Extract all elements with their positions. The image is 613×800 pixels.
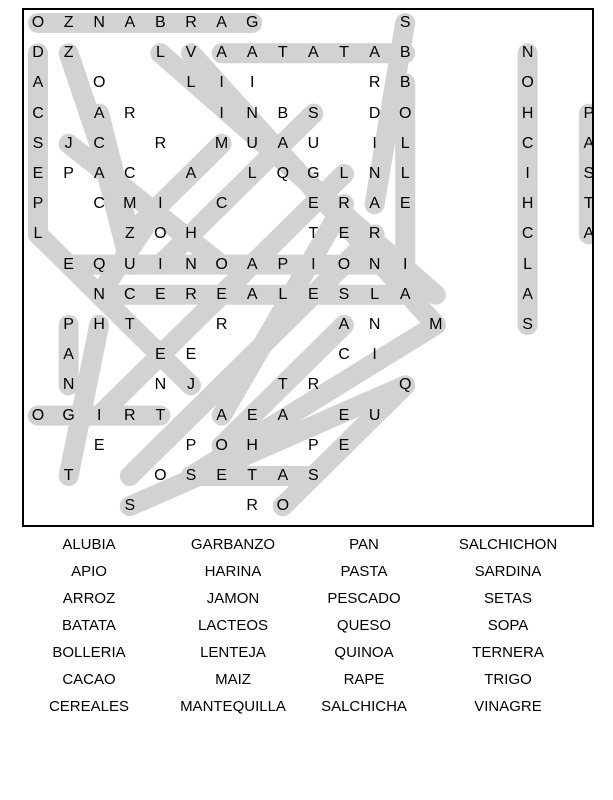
grid-letter[interactable]: H — [521, 104, 534, 122]
word-list-item: BOLLERIA — [52, 644, 126, 661]
grid-letter[interactable]: T — [247, 467, 258, 484]
word-list-item: TRIGO — [484, 671, 532, 688]
grid-letter[interactable]: C — [124, 285, 136, 303]
word-list-item: PAN — [349, 536, 379, 553]
grid-letter[interactable]: T — [63, 467, 74, 484]
grid-letter[interactable]: L — [278, 285, 288, 303]
grid-letter[interactable]: O — [521, 74, 534, 92]
word-list-item: VINAGRE — [474, 698, 542, 715]
grid-letter[interactable]: E — [32, 165, 44, 182]
grid-letter[interactable]: P — [185, 436, 197, 454]
grid-letter[interactable]: L — [33, 225, 43, 243]
grid-letter[interactable]: A — [185, 165, 197, 182]
grid-letter[interactable]: C — [338, 346, 350, 364]
grid-letter[interactable]: O — [215, 255, 228, 273]
word-list-item: SALCHICHA — [321, 698, 407, 715]
grid-letter[interactable]: Z — [63, 44, 74, 62]
grid-letter[interactable]: E — [308, 195, 319, 213]
grid-letter[interactable]: A — [246, 44, 258, 62]
grid-letter[interactable]: M — [429, 316, 443, 333]
grid-letter[interactable]: A — [93, 165, 105, 182]
word-list-item: MANTEQUILLA — [180, 698, 286, 715]
grid-letter[interactable]: E — [216, 285, 227, 303]
word-list-item: QUESO — [336, 617, 392, 634]
grid-letter[interactable]: I — [96, 406, 102, 424]
grid-letter[interactable]: S — [124, 497, 136, 515]
grid-letter[interactable]: C — [215, 195, 228, 213]
grid-letter[interactable]: L — [339, 165, 349, 182]
word-list-item: LACTEOS — [197, 617, 269, 634]
grid-letter[interactable]: R — [368, 225, 381, 243]
grid-letter[interactable]: Q — [276, 165, 290, 182]
grid-letter[interactable]: T — [277, 44, 288, 62]
grid-letter[interactable]: N — [246, 104, 258, 122]
grid-letter[interactable]: E — [93, 436, 105, 454]
word-list-item: HARINA — [204, 563, 262, 580]
word-list-item: SOPA — [487, 617, 529, 634]
grid-letter[interactable]: R — [124, 104, 136, 122]
grid-letter[interactable]: A — [277, 134, 289, 152]
grid-letter[interactable]: T — [277, 376, 288, 394]
grid-letter[interactable]: U — [124, 255, 136, 273]
grid-letter[interactable]: J — [187, 376, 195, 394]
grid-letter[interactable]: H — [93, 316, 105, 333]
grid-letter[interactable]: S — [338, 285, 350, 303]
grid-letter[interactable]: R — [185, 285, 197, 303]
grid-letter[interactable]: O — [154, 225, 167, 243]
grid-letter[interactable]: A — [93, 104, 105, 122]
grid-letter[interactable]: O — [31, 406, 45, 424]
word-list-item: QUINOA — [334, 644, 394, 661]
grid-letter[interactable]: A — [216, 406, 227, 424]
grid-letter[interactable]: I — [249, 74, 255, 92]
grid-letter[interactable]: B — [277, 104, 289, 122]
word-list-item: RAPE — [343, 671, 385, 688]
grid-letter[interactable]: R — [124, 406, 136, 424]
grid-letter[interactable]: E — [338, 225, 350, 243]
grid-letter[interactable]: E — [338, 406, 350, 424]
grid-letter[interactable]: H — [521, 195, 534, 213]
grid-letter[interactable]: I — [372, 346, 377, 364]
grid-letter[interactable]: R — [154, 134, 167, 152]
grid-letter[interactable]: E — [63, 255, 74, 273]
grid-letter[interactable]: O — [154, 467, 167, 484]
grid-letter[interactable]: N — [368, 165, 381, 182]
grid-letter[interactable]: N — [185, 255, 197, 273]
grid-letter[interactable]: T — [583, 195, 594, 213]
grid-letter[interactable]: P — [32, 195, 44, 213]
grid-letter[interactable]: I — [158, 195, 163, 213]
grid-letter[interactable]: P — [277, 255, 289, 273]
grid-letter[interactable]: C — [521, 225, 534, 243]
grid-letter[interactable]: E — [246, 406, 258, 424]
grid-letter[interactable]: A — [32, 74, 44, 92]
grid-letter[interactable]: A — [246, 255, 258, 273]
grid-letter[interactable]: A — [277, 406, 289, 424]
word-list-item: SARDINA — [474, 563, 542, 580]
grid-letter[interactable]: H — [246, 436, 258, 454]
grid-letter[interactable]: T — [155, 406, 166, 424]
grid-letter[interactable]: R — [185, 14, 197, 31]
grid-letter[interactable]: A — [246, 285, 258, 303]
grid-letter[interactable]: C — [93, 195, 105, 213]
word-list-item: MAIZ — [215, 671, 251, 688]
word-list-item: APIO — [71, 563, 107, 580]
grid-letter[interactable]: D — [368, 104, 381, 122]
word-list-item: ARROZ — [62, 590, 116, 607]
grid-letter[interactable]: A — [583, 134, 595, 152]
grid-letter[interactable]: M — [123, 195, 137, 213]
grid-letter[interactable]: A — [308, 44, 319, 62]
grid-letter[interactable]: B — [155, 14, 166, 31]
grid-letter[interactable]: N — [368, 316, 381, 333]
grid-letter[interactable]: L — [155, 44, 165, 62]
grid-letter[interactable]: L — [400, 134, 410, 152]
grid-letter[interactable]: E — [155, 285, 166, 303]
grid-letter[interactable]: A — [522, 285, 533, 303]
grid-letter[interactable]: B — [399, 74, 411, 92]
grid-letter[interactable]: U — [246, 134, 258, 152]
grid-letter[interactable]: C — [521, 134, 534, 152]
word-list-item: LENTEJA — [200, 644, 266, 661]
grid-letter[interactable]: O — [215, 436, 228, 454]
grid-letter[interactable]: I — [158, 255, 163, 273]
grid-letter[interactable]: Z — [63, 14, 74, 31]
grid-letter[interactable]: L — [247, 165, 257, 182]
grid-letter[interactable]: G — [62, 406, 75, 424]
grid-letter[interactable]: C — [32, 104, 44, 122]
word-list-item: BATATA — [62, 617, 116, 634]
grid-letter[interactable]: C — [93, 134, 105, 152]
grid-letter[interactable]: I — [219, 104, 224, 122]
grid-letter[interactable]: S — [522, 316, 533, 333]
grid-letter[interactable]: I — [311, 255, 316, 273]
word-list-item: CACAO — [62, 671, 116, 688]
grid-letter[interactable]: R — [246, 497, 258, 515]
grid-letter[interactable]: S — [308, 467, 319, 484]
grid-letter[interactable]: N — [62, 376, 75, 394]
grid-letter[interactable]: E — [155, 346, 166, 364]
grid-letter[interactable]: E — [185, 346, 197, 364]
grid-letter[interactable]: U — [368, 406, 381, 424]
grid-letter[interactable]: N — [368, 255, 381, 273]
grid-letter[interactable]: C — [124, 165, 136, 182]
grid-letter[interactable]: G — [307, 165, 320, 182]
grid-letter[interactable]: A — [583, 225, 595, 243]
word-list-item: SETAS — [483, 590, 533, 607]
grid-letter[interactable]: P — [583, 104, 595, 122]
grid-letter[interactable]: J — [64, 134, 73, 152]
grid-letter[interactable]: Q — [92, 255, 106, 273]
grid-letter[interactable]: O — [337, 255, 351, 273]
grid-letter[interactable]: T — [124, 316, 135, 333]
grid-letter[interactable]: A — [369, 195, 380, 213]
grid-letter[interactable]: P — [63, 165, 74, 182]
grid-letter[interactable]: P — [63, 316, 74, 333]
grid-letter[interactable]: Q — [398, 376, 412, 394]
grid-letter[interactable]: S — [185, 467, 197, 484]
grid-letter[interactable]: A — [124, 14, 136, 31]
word-list-item: TERNERA — [472, 644, 544, 661]
grid-letter[interactable]: I — [402, 255, 408, 273]
grid-letter[interactable]: S — [583, 165, 595, 182]
grid-letter[interactable]: N — [521, 44, 534, 62]
grid-letter[interactable]: E — [399, 195, 411, 213]
grid-letter[interactable]: S — [308, 104, 319, 122]
grid-letter[interactable]: A — [399, 285, 411, 303]
grid-letter[interactable]: E — [338, 436, 350, 454]
grid-letter[interactable]: O — [276, 497, 290, 515]
grid-letter[interactable]: O — [92, 74, 106, 92]
grid-letter[interactable]: A — [216, 44, 227, 62]
grid-letter[interactable]: B — [399, 44, 411, 62]
grid-letter[interactable]: E — [216, 467, 227, 484]
grid-letter[interactable]: S — [399, 14, 411, 31]
grid-letter[interactable]: O — [31, 14, 45, 31]
grid-letter[interactable]: E — [308, 285, 319, 303]
grid-letter[interactable]: L — [400, 165, 410, 182]
grid-letter[interactable]: N — [93, 285, 105, 303]
grid-letter[interactable]: T — [339, 44, 349, 62]
grid-letter[interactable]: U — [307, 134, 320, 152]
grid-letter[interactable]: A — [216, 14, 227, 31]
grid-letter[interactable]: R — [368, 74, 381, 92]
grid-letter[interactable]: H — [185, 225, 197, 243]
grid-letter[interactable]: I — [372, 134, 377, 152]
grid-letter[interactable]: N — [154, 376, 167, 394]
grid-letter[interactable]: R — [307, 376, 320, 394]
grid-letter[interactable]: V — [185, 44, 197, 62]
puzzle-board — [22, 8, 594, 527]
grid-letter[interactable]: S — [32, 134, 44, 152]
grid-letter[interactable]: D — [32, 44, 44, 62]
grid-letter[interactable]: R — [215, 316, 228, 333]
grid-letter[interactable]: P — [308, 436, 319, 454]
grid-letter[interactable]: I — [525, 165, 530, 182]
word-list-item: CEREALES — [48, 698, 130, 715]
grid-letter[interactable]: L — [523, 255, 533, 273]
grid-letter[interactable]: Z — [124, 225, 135, 243]
word-list-item: ALUBIA — [62, 536, 116, 553]
grid-letter[interactable]: A — [277, 467, 289, 484]
word-list-item: SALCHICHON — [458, 536, 558, 553]
grid-letter[interactable]: N — [93, 14, 105, 31]
word-list-item: PASTA — [340, 563, 388, 580]
grid-letter[interactable]: G — [245, 14, 259, 31]
word-list-item: GARBANZO — [190, 536, 276, 553]
grid-letter[interactable]: R — [338, 195, 350, 213]
word-list-item: PESCADO — [327, 590, 401, 607]
grid-letter[interactable]: L — [186, 74, 196, 92]
grid-letter[interactable]: T — [308, 225, 319, 243]
grid-letter[interactable]: O — [398, 104, 412, 122]
grid-letter[interactable]: M — [214, 134, 229, 152]
grid-letter[interactable]: A — [369, 44, 380, 62]
grid-letter[interactable]: A — [338, 316, 350, 333]
grid-letter[interactable]: L — [370, 285, 380, 303]
grid-letter[interactable]: I — [219, 74, 224, 92]
word-list-item: JAMON — [206, 590, 260, 607]
grid-letter[interactable]: A — [63, 346, 74, 364]
